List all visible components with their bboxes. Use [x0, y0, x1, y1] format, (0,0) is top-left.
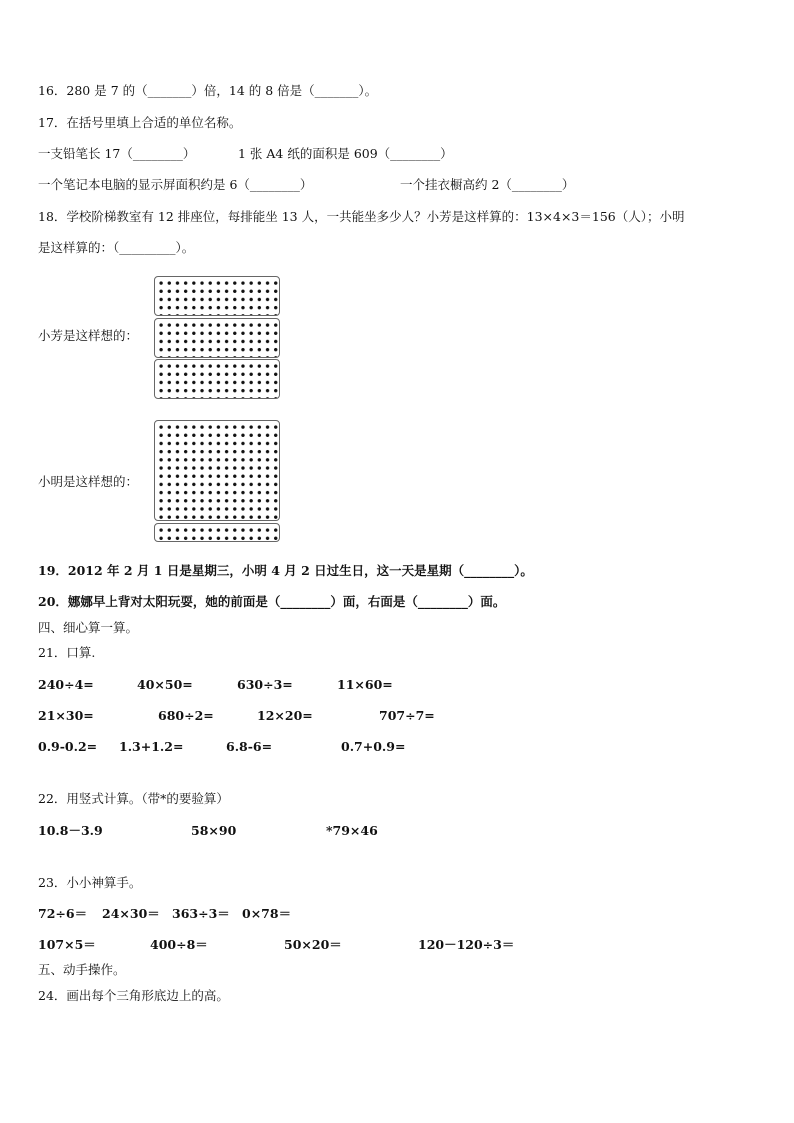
q23-cell: 50×20＝: [284, 937, 342, 952]
xiaofang-dot-group-2: [154, 318, 280, 358]
section-4-heading: 四、细心算一算。: [38, 620, 139, 635]
q23-cell: 120－120÷3＝: [418, 937, 515, 952]
question-17: 17．在括号里填上合适的单位名称。: [38, 115, 242, 130]
q23-cell: 363÷3＝: [172, 906, 230, 921]
q21-cell: 680÷2=: [158, 708, 214, 723]
q21-cell: 21×30=: [38, 708, 94, 723]
xiaofang-dot-group-3: [154, 359, 280, 399]
q23-cell: 107×5＝: [38, 937, 96, 952]
q21-cell: 630÷3=: [237, 677, 293, 692]
q23-cell: 72÷6＝: [38, 906, 88, 921]
q22-item: 58×90: [191, 823, 237, 838]
question-23: 23．小小神算手。: [38, 875, 142, 890]
q23-cell: 400÷8＝: [150, 937, 208, 952]
question-21: 21．口算.: [38, 645, 96, 660]
xiaoming-label: 小明是这样想的：: [38, 474, 139, 489]
q21-cell: 240÷4=: [38, 677, 94, 692]
question-18-line-1: 18．学校阶梯教室有 12 排座位，每排能坐 13 人，一共能坐多少人？小芳是这样算的：13×4×3＝156（人）；小明: [38, 209, 685, 224]
q23-cell: 24×30＝: [102, 906, 160, 921]
q21-cell: 1.3+1.2=: [119, 739, 184, 754]
question-17-item-c: 一个笔记本电脑的显示屏面积约是 6（________）: [38, 177, 313, 192]
q21-cell: 12×20=: [257, 708, 313, 723]
q22-item: 10.8－3.9: [38, 823, 103, 838]
question-20: 20．娜娜早上背对太阳玩耍，她的前面是（________）面，右面是（________）面。: [38, 594, 506, 609]
question-18-line-2: 是这样算的：（_________）。: [38, 240, 195, 255]
question-16: 16．280 是 7 的（_______）倍，14 的 8 倍是（_______）。: [38, 83, 378, 98]
q21-cell: 40×50=: [137, 677, 193, 692]
q21-cell: 707÷7=: [379, 708, 435, 723]
xiaofang-dot-group-1: [154, 276, 280, 316]
xiaoming-dot-group-large: [154, 420, 280, 521]
q21-cell: 11×60=: [337, 677, 393, 692]
question-17-item-a: 一支铅笔长 17（________）: [38, 146, 196, 161]
q21-cell: 0.7+0.9=: [341, 739, 406, 754]
question-19: 19．2012 年 2 月 1 日是星期三，小明 4 月 2 日过生日，这一天是星期（________）。: [38, 563, 533, 578]
q21-cell: 0.9-0.2=: [38, 739, 98, 754]
section-5-heading: 五、动手操作。: [38, 962, 126, 977]
q23-cell: 0×78＝: [242, 906, 292, 921]
question-17-item-d: 一个挂衣橱高约 2（________）: [400, 177, 575, 192]
question-24: 24．画出每个三角形底边上的高。: [38, 988, 229, 1003]
q22-item: *79×46: [326, 823, 378, 838]
question-17-item-b: 1 张 A4 纸的面积是 609（________）: [238, 146, 453, 161]
xiaoming-dot-group-small: [154, 523, 280, 542]
q21-cell: 6.8-6=: [226, 739, 273, 754]
xiaofang-label: 小芳是这样想的：: [38, 328, 139, 343]
question-22: 22．用竖式计算。（带*的要验算）: [38, 791, 229, 806]
